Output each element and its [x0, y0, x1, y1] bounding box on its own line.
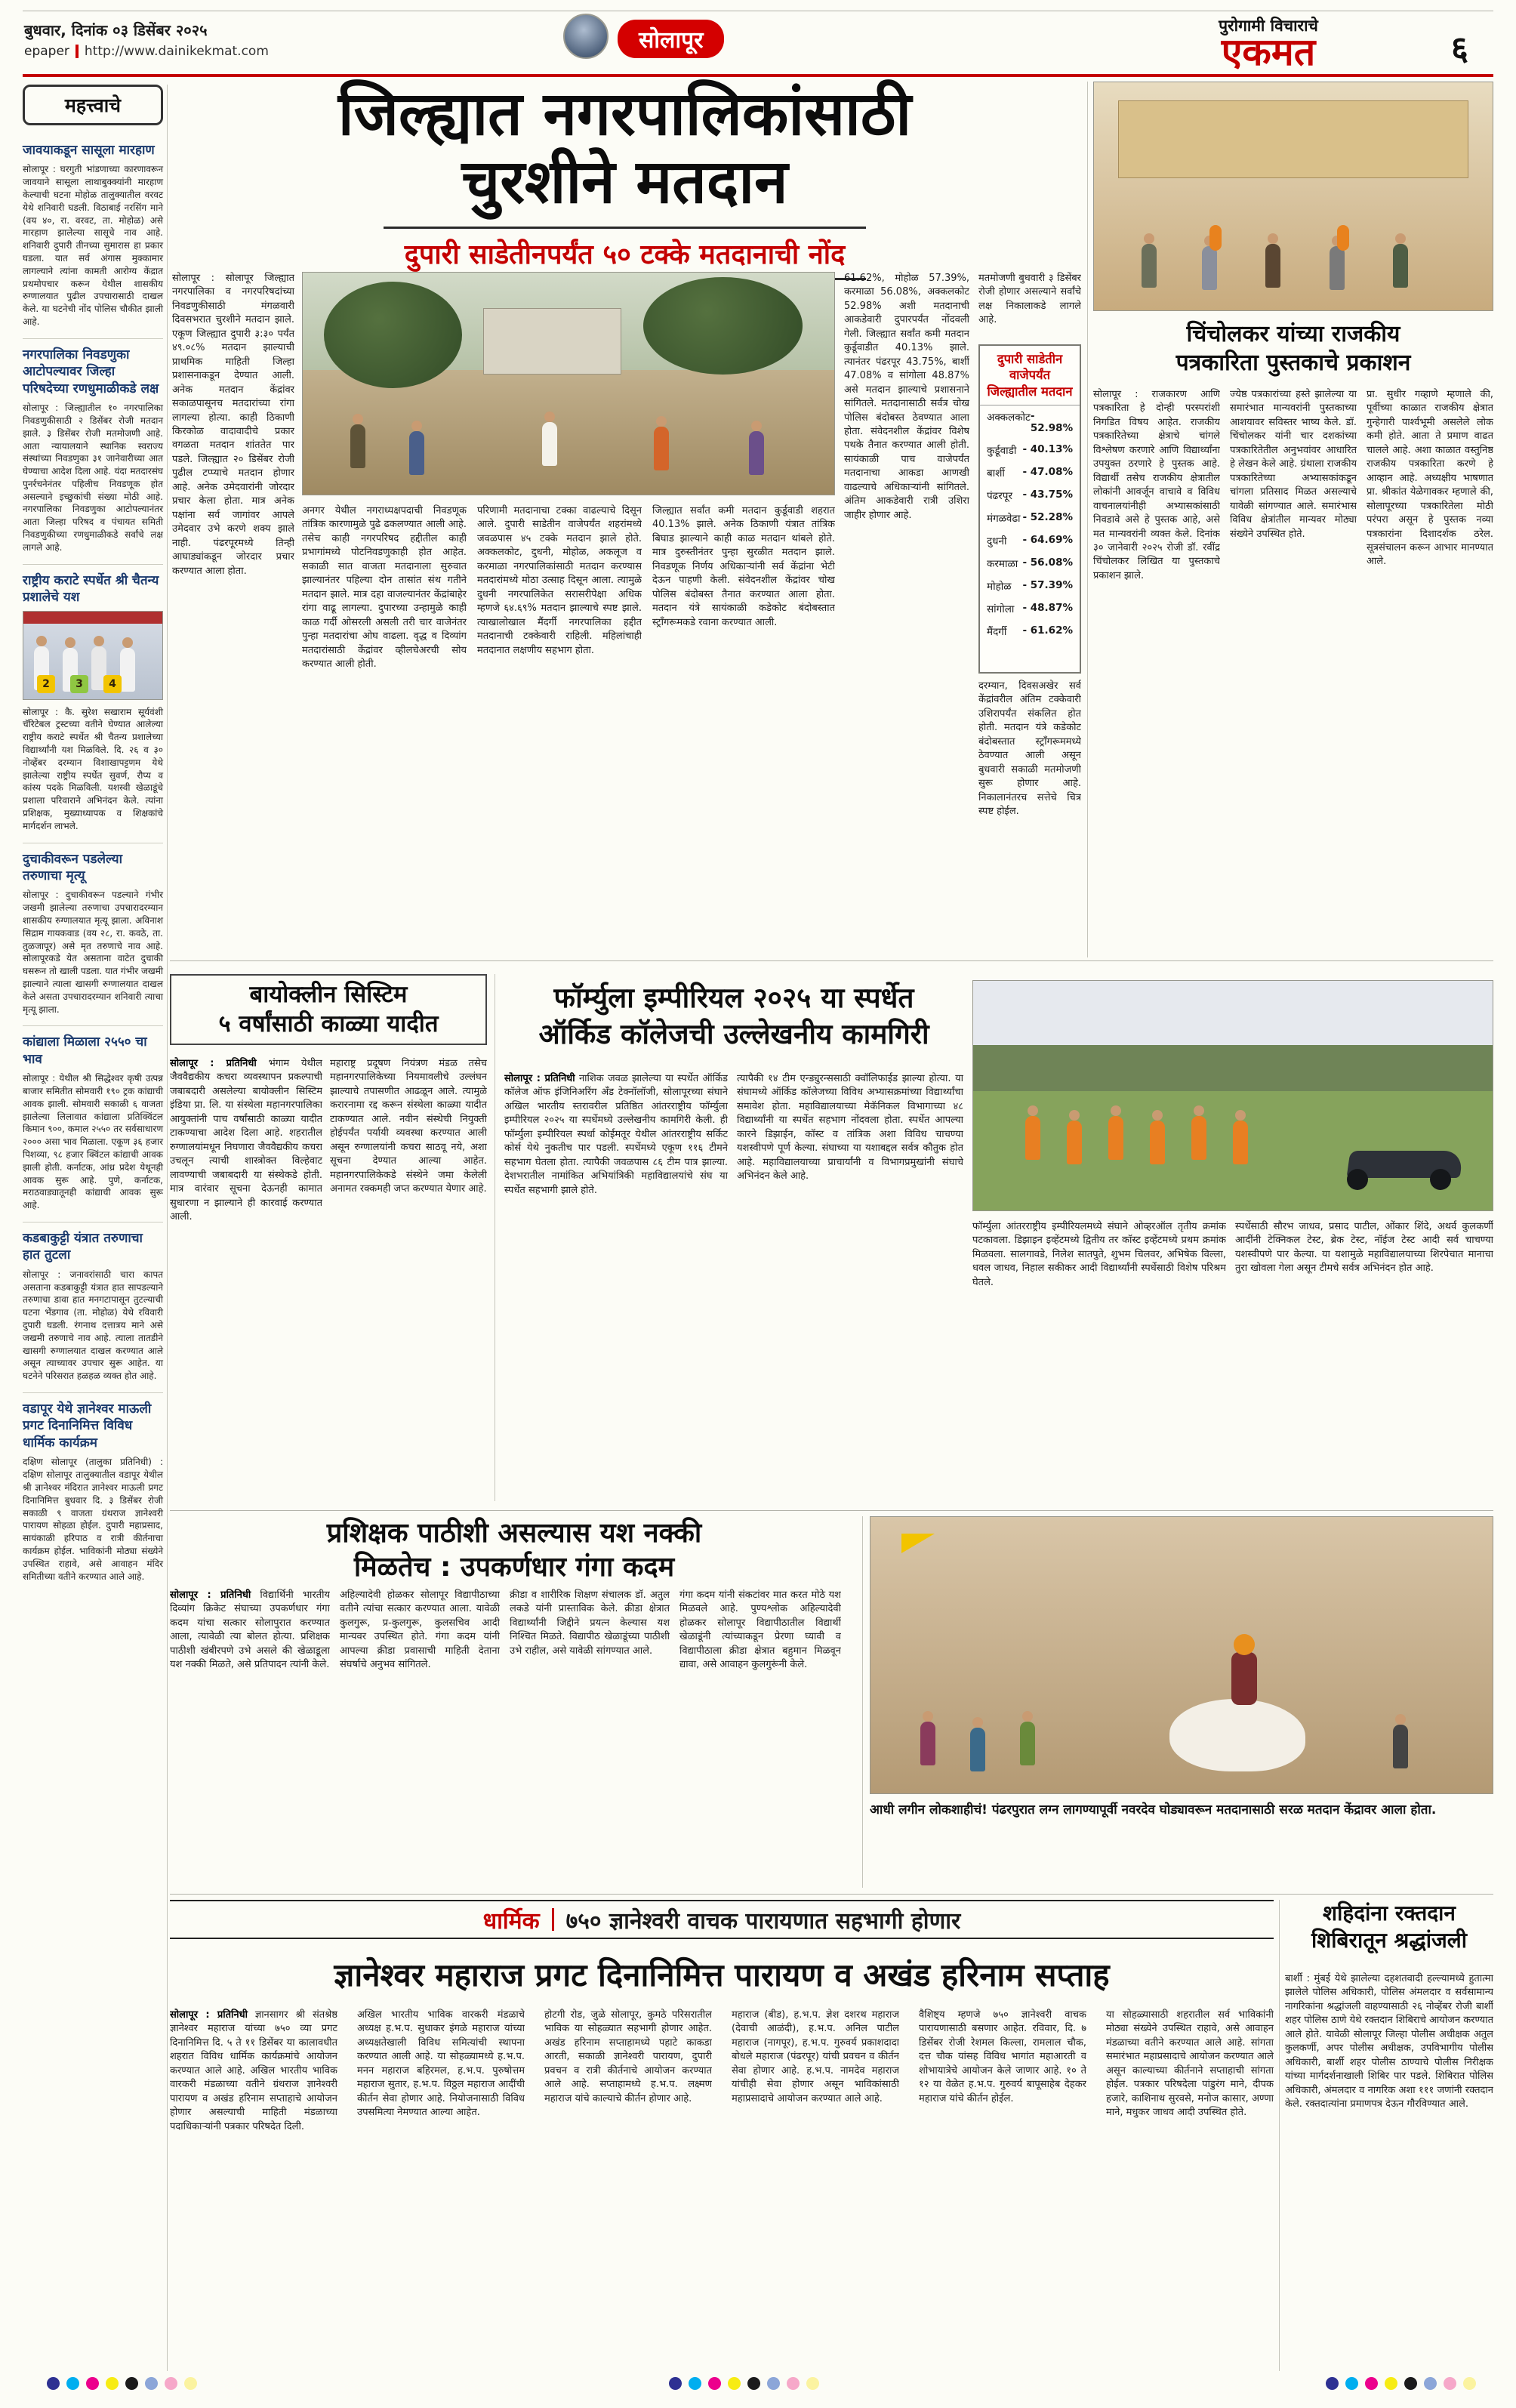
crowd-figure	[970, 1728, 985, 1771]
registration-dot	[728, 2377, 741, 2390]
book-col-3: प्रा. सुधीर गव्हाणे म्हणाले की, पूर्वीच्या काळात राजकीय क्षेत्रात गुन्हेगारी पार्श्वभूमी असलेले लोक कमी होते. आता ते प्रमाण वाढत चालले आहे. अशा काळात वस्तुनिष्ठ राजकीय पत्रकारिता करणे हे आव्हान आहे. अध्यक्षीय भाषणात प्रा. श्रीकांत येळेगावकर म्हणाले की, सोलापूरच्या पत्रकारितेला मोठी परंपरा असून हे पुस्तक नव्या पत्रकारांना दिशादर्शक ठरेल. सूत्रसंचालन करून आभार मानण्यात आले.	[1367, 389, 1493, 568]
registration-dot	[47, 2377, 60, 2390]
lead-col-5: 61.62%, मोहोळ 57.39%, करमाळा 56.08%, अक्कलकोट 52.98% अशी मतदानाची आकडेवारी दुपारपर्यंत नोंदवली गेली. जिल्ह्यात सर्वांत कमी मतदान कुर्डूवाडीत 40.13% झाले. त्यानंतर पंढरपूर 43.75%, बार्शी 47.08% व सांगोला 48.87% असे मतदान झाल्याचे प्रशासनाने सांगितले. मतदानासाठी सर्वत्र चोख पोलिस बंदोबस्त ठेवण्यात आला होता. संवेदनशील केंद्रांवर विशेष पथके तैनात करण्यात आली होती. सायंकाळी पाच वाजेपर्यंत मतदानाचा आकडा आणखी वाढल्याचे अधिकाऱ्यांनी सांगितले. अंतिम आकडेवारी रात्री उशिरा जाहीर होणार आहे.	[844, 273, 969, 521]
stat-value: - 48.87%	[1022, 602, 1073, 615]
lead-headline-line2: चुरशीने मतदान	[461, 146, 788, 217]
team-member-figure	[1233, 1121, 1248, 1164]
dharmik-label: धार्मिक	[482, 1907, 540, 1935]
brief-article	[23, 134, 163, 339]
car-wheel	[1430, 1169, 1451, 1190]
registration-dot	[125, 2377, 138, 2390]
registration-dot	[1326, 2377, 1339, 2390]
formula-headline	[504, 980, 963, 1053]
car-wheel	[1347, 1169, 1368, 1190]
dnyaneshwar-col-3: होटगी रोड, जुळे सोलापूर, कुमठे परिसरातील भाविक या सोहळ्यात सहभागी होणार आहेत. अखंड हरिनाम सप्ताहामध्ये पहाटे काकडा आरती, सकाळी ज्ञानेश्वरी पारायण, दुपारी प्रवचन व रात्री कीर्तनाचे आयोजन करण्यात आले आहे. सप्ताहामध्ये ह.भ.प. लक्ष्मण महाराज यांचे काल्याचे कीर्तन होणार आहे.	[544, 2009, 712, 2104]
photo-treeline	[973, 1045, 1493, 1096]
column-rule	[862, 1516, 863, 1888]
brief-title: नगरपालिका निवडणुका आटोपल्यावर जिल्हा परिषदेच्या रणधुमाळीकडे लक्ष	[23, 347, 159, 396]
medal-number-chip: 3	[70, 675, 88, 693]
stats-title: दुपारी साडेतीन वाजेपर्यंत जिल्ह्यातील मतदान	[980, 346, 1080, 405]
stat-row	[980, 575, 1080, 597]
column-rule	[1087, 82, 1088, 957]
police-figure	[350, 424, 365, 468]
lead-col-4: जिल्ह्यात सर्वांत कमी मतदान कुर्डूवाडी शहरात 40.13% झाले. अनेक ठिकाणी यंत्रात तांत्रिक बिघाड झाल्याने काही काळ मतदान थांबले होते. मात्र दुरुस्तीनंतर पुन्हा सुरळीत मतदान झाले. निवडणूक निर्णय अधिकाऱ्यांनी सर्व केंद्रांना भेटी देऊन पाहणी केली. संवेदनशील केंद्रांवर चोख पोलिस बंदोबस्त तैनात करण्यात आला होता. मतदान यंत्रे सायंकाळी कडेकोट बंदोबस्तात स्ट्राँगरूमकडे रवाना करण्यात आली.	[652, 505, 835, 628]
stat-row	[980, 620, 1080, 643]
bioclean-headline	[170, 974, 487, 1045]
epaper-label: epaper	[24, 44, 69, 59]
lead-headline-line1: जिल्ह्यात नगरपालिकांसाठी	[337, 79, 912, 149]
registration-dot	[165, 2377, 177, 2390]
registration-dot	[1365, 2377, 1378, 2390]
byline: सोलापूर : प्रतिनिधी	[170, 2009, 248, 2021]
registration-dots-right	[1326, 2377, 1476, 2390]
registration-dot	[1463, 2377, 1476, 2390]
brief-body: सोलापूर : घरगुती भांडणाच्या कारणावरून जावयाने सासूला लाथाबुक्क्यांनी मारहाण केल्याची घटना मोहोळ तालुक्यातील वरवट येथे शनिवारी घडली. विठाबाई नरसिंग माने (वय ४०, रा. वरवट, ता. मोहोळ) असे मारहाण झालेल्या सासूचे नाव आहे. शनिवारी दुपारी तीनच्या सुमारास हा प्रकार घडला. यात सर्व अंगास मुक्कामार लागल्याने त्यांना कामती आरोग्य केंद्रात प्रथमोपचार करून येथील शासकीय रुग्णालयात पुढील उपचारासाठी दाखल केले. या घटनेची नोंद पोलिस चौकीत झाली आहे.	[23, 164, 163, 327]
stat-row	[980, 597, 1080, 620]
stat-place: सांगोला	[987, 603, 1015, 616]
formula-col-1	[504, 1072, 728, 1500]
registration-dot	[86, 2377, 99, 2390]
dignitary-figure	[1142, 244, 1157, 288]
voting-stats-box	[978, 344, 1081, 674]
epaper-separator	[75, 45, 79, 58]
stat-place: बार्शी	[987, 467, 1005, 480]
tree-figure	[643, 277, 803, 375]
dnyaneshwar-headline: ज्ञानेश्वर महाराज प्रगट दिनानिमित्त पारायण व अखंड हरिनाम सप्ताह	[334, 1956, 1110, 1993]
registration-dot	[184, 2377, 197, 2390]
coach-col-3: क्रीडा व शारीरिक शिक्षण संचालक डॉ. अतुल लकडे यांनी प्रास्ताविक केले. क्रीडा क्षेत्रात विद्यार्थ्यांनी जिद्दीने प्रयत्न केल्यास यश निश्चित मिळते. विद्यापीठ खेळाडूंच्या पाठीशी उभे राहील, असे यावेळी सांगण्यात आले.	[510, 1589, 670, 1657]
brief-article	[23, 1026, 163, 1222]
registration-dot	[106, 2377, 119, 2390]
voter-figure	[749, 431, 764, 475]
column-rule	[167, 85, 168, 2371]
photo-banner	[23, 612, 162, 624]
bioclean-col-1	[170, 1057, 322, 1500]
dharmik-banner	[170, 1900, 1274, 1939]
brief-title: कडबाकुट्टी यंत्रात तरुणाचा हात तुटला	[23, 1231, 143, 1263]
section-rule	[170, 960, 1493, 961]
registration-dots-center	[669, 2377, 819, 2390]
bioclean-headline-line2: ५ वर्षांसाठी काळ्या यादीत	[218, 1010, 439, 1038]
stage-backdrop	[1118, 100, 1469, 178]
paper-tagline: पुरोगामी विचाराचे	[1219, 17, 1318, 35]
lead-col-3: परिणामी मतदानाचा टक्का वाढल्याचे दिसून आले. दुपारी साडेतीन वाजेपर्यंत शहरांमध्ये जवळपास ४५ टक्के मतदान झाले होते. अक्कलकोट, दुधनी, मोहोळ, अकलूज व करमाळा नगरपालिकांसाठी मतदान करण्यास मतदारांमध्ये मोठा उत्साह दिसून आला. त्यामुळे दुधनी नगरपालिकेत सरासरीपेक्षा अधिक म्हणजे ६४.६९% मतदान झाल्याचे स्पष्ट झाले. त्याखालोखाल मैंदर्गी नगरपालिका हद्दीत मतदानाची टक्केवारी राहिली. महिलांचाही मतदानात लक्षणीय सहभाग होता.	[477, 505, 642, 656]
banner-divider	[552, 1908, 554, 1931]
book-col-1: सोलापूर : राजकारण आणि पत्रकारिता हे दोन्ही परस्परांशी निगडित विषय आहेत. राजकीय पत्रकारितेच्या क्षेत्राचे चांगले विश्लेषण करणारे आणि विद्यार्थ्यांना उपयुक्त ठरणारे हे पुस्तक आहे. विद्यार्थी तसेच राजकीय क्षेत्रातील लोकांनी आवर्जून वाचावे व विविध वाचनालयांनीही अभ्यासकांसाठी निवडावे असे हे पुस्तक आहे, असे मत मान्यवरांनी व्यक्त केले. दिनांक ३० जानेवारी २०२५ रोजी डॉ. रवींद्र चिंचोलकर लिखित या पुस्तकाचे प्रकाशन झाले.	[1093, 389, 1220, 581]
book-headline-line2: पत्रकारिता पुस्तकाचे प्रकाशन	[1176, 350, 1411, 377]
stat-value: - 52.28%	[1022, 511, 1073, 524]
brief-title: जावयाकडून सासूला मारहाण	[23, 143, 155, 158]
coach-col-4: गंगा कदम यांनी संकटांवर मात करत मोठे यश मिळवले आहे. पुण्यश्लोक अहिल्यादेवी होळकर सोलापूर विद्यापीठातील विद्यार्थी खेळाडूंनी त्यांच्याकडून प्रेरणा घ्यावी व विद्यापीठाला क्रीडा क्षेत्रात बहुमान मिळवून द्यावा, असे आवाहन कुलगुरूंनी केले.	[679, 1589, 841, 1671]
groom-turban	[1234, 1634, 1255, 1655]
dnyaneshwar-col-5: वैशिष्ट्य म्हणजे ७५० ज्ञानेश्वरी वाचक पारायणासाठी बसणार आहेत. रविवार, दि. ७ डिसेंबर रोजी रेशमल किल्ला, रामलाल चौक, दत्त चौक यांसह विविध भागांत महाआरती व शोभायात्रेचे आयोजन केले जाणार आहे. १० ते १२ या वेळेत ह.भ.प. गुरुवर्य बापूसाहेब देहकर महाराज यांचे कीर्तन होईल.	[919, 2009, 1086, 2104]
stat-value: - 47.08%	[1022, 466, 1073, 479]
city-logo-icon	[563, 14, 609, 59]
brief-body: सोलापूर : जनावरांसाठी चारा कापत असताना कडबाकुट्टी यंत्रात हात सापडल्याने तरुणाचा डावा हात मनगटापासून तुटल्याची घटना भेंडगाव (ता. मोहोळ) येथे रविवारी दुपारी घडली. रंगनाथ दत्तात्रय माने असे जखमी तरुणाचे नाव आहे. त्याला तातडीने खासगी रुग्णालयात दाखल करण्यात आले असून त्याच्यावर उपचार सुरू आहेत. या घटनेने परिसरात हळहळ व्यक्त होत आहे.	[23, 1269, 163, 1382]
lead-col-2: अनगर येथील नगराध्यक्षपदाची निवडणूक तांत्रिक कारणामुळे पुढे ढकलण्यात आली आहे. तसेच काही नगरपरिषद हद्दीतील काही प्रभागांमध्ये पोटनिवडणुकाही होत आहेत. सकाळी सात वाजता मतदानाला सुरुवात झाल्यानंतर पहिल्या दोन तासांत संथ गतीने मतदान झाले. मात्र दहा वाजल्यानंतर केंद्रांबाहेर रांगा वाढू लागल्या. दुपारच्या उन्हामुळे काही काळ गर्दी ओसरली असली तरी चार वाजेनंतर पुन्हा मतदारांचा ओघ वाढला. वृद्ध व दिव्यांग मतदारांसाठी केंद्रांवर व्हीलचेअरची सोय करण्यात आली होती.	[302, 505, 467, 670]
polling-booth-building	[483, 308, 621, 375]
brief-body: सोलापूर : दुचाकीवरून पडल्याने गंभीर जखमी झालेल्या तरुणाचा उपचारादरम्यान शासकीय रुग्णालयात मृत्यू झाला. अविनाश सिद्राम गायकवाड (वय २८, रा. कवठे, ता. तुळजापूर) असे मृत तरुणाचे नाव आहे. सोलापूरकडे येत असताना वाटेत दुचाकी घसरून तो खाली पडला. यात गंभीर जखमी झाल्याने त्याला खासगी रुग्णालयात दाखल केले असता उपचारादरम्यान शनिवारी त्याचा मृत्यू झाला.	[23, 890, 163, 1015]
stat-place: मोहोळ	[987, 581, 1012, 594]
book-story-headline	[1093, 320, 1493, 378]
brief-article	[23, 843, 163, 1027]
medal-number-chip: 4	[103, 675, 122, 693]
book-headline-line1: चिंचोलकर यांच्या राजकीय	[1186, 321, 1400, 347]
polling-photo	[302, 272, 835, 495]
brief-body: दक्षिण सोलापूर (तालुका प्रतिनिधी) : दक्षिण सोलापूर तालुक्यातील वडापूर येथील श्री ज्ञानेश्वर मंदिरात ज्ञानेश्वर माऊली प्रगट दिनानिमित्त बुधवार दि. ३ डिसेंबर रोजी सकाळी ९ वाजता ग्रंथराज ज्ञानेश्वरी पारायण सोहळा होईल. दुपारी महाप्रसाद, सायंकाळी हरिपाठ व रात्री कीर्तनाचा कार्यक्रम होईल. भाविकांनी मोठ्या संख्येने उपस्थित राहावे, असे आवाहन मंदिर समितीच्या वतीने करण्यात आले आहे.	[23, 1457, 163, 1582]
stat-place: कुर्डूवाडी	[987, 445, 1017, 458]
epaper-line	[24, 44, 269, 59]
stat-value: - 64.69%	[1022, 534, 1073, 547]
horse-figure	[1169, 1699, 1305, 1771]
byline: सोलापूर : प्रतिनिधी	[170, 1058, 257, 1069]
stat-place: मंगळवेढा	[987, 513, 1021, 526]
brief-title: वडापूर येथे ज्ञानेश्वर माऊली प्रगट दिनानिमित्त विविध धार्मिक कार्यक्रम	[23, 1401, 152, 1451]
registration-dot	[669, 2377, 682, 2390]
byline: सोलापूर : प्रतिनिधी	[504, 1073, 575, 1084]
tree-figure	[324, 282, 462, 388]
formula-headline-line1: फॉर्म्युला इम्पीरियल २०२५ या स्पर्धेत	[553, 982, 914, 1014]
dignitary-figure	[1330, 246, 1345, 290]
book-col-2: ज्येष्ठ पत्रकारांच्या हस्ते झालेल्या या समारंभात मान्यवरांनी पुस्तकाच्या आशयावर सविस्तर भाष्य केले. डॉ. चिंचोलकर यांनी चार दशकांच्या पत्रकारितेतील अनुभवांवर आधारित हे लेखन केले आहे. ग्रंथाला राजकीय पत्रकारितेच्या अभ्यासकांकडून चांगला प्रतिसाद मिळत असल्याचे यावेळी सांगण्यात आले. समारंभास विविध क्षेत्रांतील मान्यवर मोठ्या संख्येने उपस्थित होते.	[1230, 389, 1357, 540]
stat-place: मैंदर्गी	[987, 626, 1007, 639]
lead-col-1: सोलापूर : सोलापूर जिल्ह्यात नगरपालिका व नगरपरिषदांच्या निवडणुकीसाठी मंगळवारी दिवसभरात चुरशीने मतदान झाले. एकूण जिल्ह्यात दुपारी ३:३० पर्यंत ४९.०८% मतदान झाल्याची प्राथमिक माहिती जिल्हा प्रशासनाकडून देण्यात आली. अनेक मतदान केंद्रांवर सकाळपासूनच मतदारांच्या रांगा लागल्या होत्या. काही ठिकाणी किरकोळ वादावादीचे प्रकार वगळता मतदान शांततेत पार पडले. जिल्ह्यात २० डिसेंबर रोजी पुढील टप्प्याचे मतदान होणार आहे. अनेक उमेदवारांनी जोरदार प्रचार केला होता. मात्र अनेक पक्षांना सर्व जागांवर आपले उमेदवार उभे करणे शक्य झाले नाही. पंढरपूरमध्ये तिन्ही आघाड्यांकडून जोरदार प्रचार करण्यात आला होता.	[172, 273, 294, 577]
stat-value: - 40.13%	[1022, 443, 1073, 456]
stat-row	[980, 461, 1080, 484]
brief-title: दुचाकीवरून पडलेल्या तरुणाचा मृत्यू	[23, 851, 123, 883]
team-member-figure	[1108, 1116, 1123, 1160]
wedding-voting-photo	[870, 1516, 1493, 1794]
lead-col-6-top: मतमोजणी बुधवारी ३ डिसेंबर रोजी होणार असल्याने सर्वांचे लक्ष निकालाकडे लागले आहे.	[978, 273, 1081, 326]
coach-col-1	[170, 1589, 330, 1889]
dnyaneshwar-col-6: या सोहळ्यासाठी शहरातील सर्व भाविकांनी मोठ्या संख्येने उपस्थित राहावे, असे आवाहन मंडळाच्या वतीने करण्यात आले आहे. सांगता समारंभात महाप्रसादाचे आयोजन करण्यात आले असून काल्याच्या कीर्तनाने सप्ताहाची सांगता होईल. पत्रकार परिषदेला पांडुरंग माने, दीपक हजारे, काशिनाथ सुरवसे, मनोज कासार, अण्णा माने, मधुकर जाधव आदी उपस्थित होते.	[1106, 2009, 1274, 2119]
stat-value: - 43.75%	[1022, 489, 1073, 501]
brief-title: कांद्याला मिळाला २५५० चा भाव	[23, 1034, 147, 1067]
registration-dot	[689, 2377, 701, 2390]
coach-col-1-text: विद्यार्थिनी भारतीय दिव्यांग क्रिकेट संघाच्या उपकर्णधार गंगा कदम यांचा सत्कार सोलापुरात करण्यात आला, त्यावेळी त्या बोलत होत्या. प्रशिक्षक पाठीशी खंबीरपणे उभे असले की खेळाडूला यश नक्की मिळते, असे प्रतिपादन त्यांनी केले.	[170, 1589, 330, 1671]
brief-body: सोलापूर : येथील श्री सिद्धेश्वर कृषी उत्पन्न बाजार समितीत सोमवारी १९० ट्रक कांद्याची आवक झाली. सोमवारी सकाळी ६ वाजता झालेल्या लिलावात कांद्याला प्रतिक्विंटल किमान ९००, कमाल २५५० तर सर्वसाधारण २००० असा भाव मिळाला. एकूण ३६ हजार पिशव्या, ९८ हजार क्विंटल कांद्याची आवक झाली होती. कर्नाटक, आंध्र प्रदेश येथूनही आवक सुरू आहे. पुणे, कर्नाटक, मराठवाड्यातूनही कांद्याची आवक सुरू आहे.	[23, 1073, 163, 1211]
brief-article	[23, 565, 163, 843]
bioclean-headline-line1: बायोक्लीन सिस्टिम	[249, 981, 408, 1009]
voter-figure	[409, 431, 424, 475]
formula-col-1-text: नाशिक जवळ झालेल्या या स्पर्धेत ऑर्किड कॉलेज ऑफ इंजिनिअरिंग अँड टेक्नॉलॉजी, सोलापूरच्या संघाने अखिल भारतीय स्तरावरील प्रतिष्ठित आंतरराष्ट्रीय फॉर्म्युला इम्पीरियल २०२५ या स्पर्धेमध्ये उल्लेखनीय कामगिरी केली. ही फॉर्म्युला इम्पीरियल स्पर्धा कोईमतूर येथील आंतरराष्ट्रीय सर्किट कोर्स येथे नुकतीच पार पडली. स्पर्धेमध्ये एकूण ११६ टीमने सहभाग घेतला होता. त्यापैकी जवळपास ८६ टीम पात्र झाल्या. देशभरातील नामांकित अभियांत्रिकी महाविद्यालयांचे संघ या स्पर्धेत सहभागी झाले होते.	[504, 1073, 728, 1196]
formula-team-photo	[972, 980, 1493, 1211]
registration-dot	[66, 2377, 79, 2390]
registration-dot	[1385, 2377, 1397, 2390]
dignitary-figure	[1265, 244, 1280, 288]
dnyaneshwar-col-2: अखिल भारतीय भाविक वारकरी मंडळाचे अध्यक्ष ह.भ.प. सुधाकर इंगळे महाराज यांच्या अध्यक्षतेखाली विविध समित्यांची स्थापना करण्यात आली आहे. या सोहळ्यामध्ये ह.भ.प. मनन महाराज बहिरमल, ह.भ.प. पुरुषोत्तम महाराज सुतार, ह.भ.प. विठ्ठल महाराज आदींची कीर्तन सेवा होणार आहे. नियोजनासाठी विविध उपसमित्या नेमण्यात आल्या आहेत.	[357, 2009, 525, 2119]
registration-dot	[806, 2377, 819, 2390]
dignitary-figure	[1202, 246, 1217, 290]
registration-dot	[787, 2377, 800, 2390]
stat-place: अक्कलकोट	[987, 412, 1031, 424]
flag-figure	[901, 1534, 935, 1553]
blood-body: बार्शी : मुंबई येथे झालेल्या दहशतवादी हल्ल्यामध्ये हुतात्मा झालेले पोलिस अधिकारी, पोलिस अंमलदार व सर्वसामान्य नागरिकांना श्रद्धांजली वाहण्यासाठी २६ नोव्हेंबर रोजी बार्शी शहर पोलिस ठाणे येथे रक्तदान शिबिराचे आयोजन करण्यात आले होते. यावेळी सोलापूर जिल्हा पोलीस अधीक्षक अतुल कुलकर्णी, अपर पोलीस अधीक्षक, उपविभागीय पोलीस अधिकारी, बार्शी शहर पोलीस ठाण्याचे पोलीस निरीक्षक यांच्या मार्गदर्शनाखाली शिबिर पार पडले. शिबिरात पोलिस अधिकारी, अंमलदार व नागरिक अशा १११ जणांनी रक्तदान केले. रक्तदात्यांना प्रमाणपत्र देऊन गौरविण्यात आले.	[1285, 1973, 1493, 2110]
photo-sky	[973, 981, 1493, 1050]
team-member-figure	[1025, 1116, 1040, 1160]
stat-row	[980, 484, 1080, 507]
garland-figure	[1337, 225, 1349, 251]
crowd-figure	[1020, 1722, 1035, 1765]
page-number: ६	[1451, 29, 1468, 68]
dnyaneshwar-col-4: महाराज (बीड), ह.भ.प. ज्ञेश दशरथ महाराज (देवाची आळंदी), ह.भ.प. अनिल पाटील महाराज (नागपूर), ह.भ.प. गुरुवर्य प्रकाशदादा बोधले महाराज (पंढरपूर) यांची प्रवचन व कीर्तन सेवा होणार आहे. ह.भ.प. नामदेव महाराज यांचीही सेवा होणार असून भाविकांसाठी महाप्रसादाचे आयोजन करण्यात आले आहे.	[732, 2009, 899, 2104]
stat-row	[980, 507, 1080, 529]
wedding-photo-caption: आधी लगीन लोकशाहीचं! पंढरपुरात लग्न लागण्यापूर्वी नवरदेव घोड्यावरून मतदानासाठी सरळ मतदान केंद्रावर आला होता.	[870, 1802, 1437, 1818]
dnyaneshwar-col-1-text: ज्ञानसागर श्री संतश्रेष्ठ ज्ञानेश्वर महाराज यांच्या ७५० व्या प्रगट दिनानिमित्त द‍ि. ५ ते ११ डिसेंबर या कालावधीत शहरात विविध धार्मिक कार्यक्रमांचे आयोजन करण्यात आले आहे. अखिल भारतीय भाविक वारकरी मंडळाच्या वतीने ग्रंथराज ज्ञानेश्वरी पारायण व अखंड हरिनाम सप्ताहाचे आयोजन होणार असल्याची माहिती मंडळाच्या पदाधिकाऱ्यांनी पत्रकार परिषदेत दिली.	[170, 2009, 337, 2132]
blood-headline	[1285, 1900, 1493, 1955]
masthead-rule	[23, 74, 1493, 77]
stat-value: - 57.39%	[1022, 579, 1073, 592]
stat-row	[980, 529, 1080, 552]
registration-dot	[767, 2377, 780, 2390]
date-line: बुधवार, दिनांक ०३ डिसेंबर २०२५	[24, 21, 208, 39]
team-member-figure	[1067, 1121, 1082, 1164]
stat-value: - 52.98%	[1030, 410, 1074, 435]
registration-dot	[747, 2377, 760, 2390]
crowd-figure	[1393, 1725, 1408, 1768]
stat-row	[980, 405, 1080, 439]
city-badge: सोलापूर	[618, 20, 724, 58]
brief-body: सोलापूर : जिल्ह्यातील १० नगरपालिका निवडणुकीसाठी २ डिसेंबर रोजी मतदान झाले. ३ डिसेंबर रोजी मतमोजणी आहे. आता न्यायालयाने स्थानिक स्वराज्य संस्थांच्या निवडणुका ३१ जानेवारीच्या आत घेण्याचा आदेश दिला आहे. यंदा मतदारसंघ पुनर्रचनेनंतर पहिलीच निवडणूक होत असल्याने इच्छुकांची संख्या मोठी आहे. नगरपालिका निवडणुका आटोपल्यानंतर आता जिल्हा परिषद व पंचायत समिती निवडणुकीच्या रणधुमाळीकडे सर्वांचे लक्ष लागले आहे.	[23, 402, 163, 553]
bioclean-col-2: महाराष्ट्र प्रदूषण नियंत्रण मंडळ तसेच महानगरपालिकेच्या नियमावलीचे उल्लंघन झाल्याचे तपासणीत आढळून आले. त्यामुळे करारनामा रद्द करून संस्थेला काळ्या यादीत टाकण्यात आले. नवीन संस्थेची नियुक्ती होईपर्यंत पर्यायी व्यवस्था करण्यात आली असून रुग्णालयांनी कचरा साठवू नये, अशा सूचना देण्यात आल्या आहेत. महानगरपालिकेकडे संस्थेने जमा केलेली अनामत रक्कमही जप्त करण्यात येणार आहे.	[330, 1058, 487, 1195]
section-rule	[170, 1510, 1493, 1511]
photo-figure	[120, 648, 135, 692]
groom-figure	[1231, 1652, 1257, 1705]
voter-figure	[654, 427, 669, 470]
coach-headline	[170, 1516, 858, 1584]
coach-headline-line1: प्रशिक्षक पाठीशी असल्यास यश नक्की	[326, 1518, 702, 1549]
crowd-figure	[920, 1722, 935, 1765]
karate-team-photo	[23, 611, 163, 700]
formula-col-3: फॉर्म्युला आंतरराष्ट्रीय इम्पीरियलमध्ये संघाने ओव्हरऑल तृतीय क्रमांक पटकावला. डिझाइन इव्हेंटमध्ये द्वितीय तर कॉस्ट इव्हेंटमध्ये प्रथम क्रमांक मिळवला. सालगावडे, निलेश सातपुते, शुभम चिलवर, अभिषेक विल्ला, धवल जाधव, निहाल सकीकर आदी विद्यार्थ्यांनी स्पर्धेसाठी विशेष परिश्रम घेतले.	[972, 1221, 1226, 1288]
registration-dot	[708, 2377, 721, 2390]
team-member-figure	[1150, 1121, 1165, 1164]
registration-dots-left	[47, 2377, 197, 2390]
voter-figure	[542, 422, 557, 466]
stat-value: - 56.08%	[1022, 557, 1073, 569]
blood-headline-line1: शहिदांना रक्तदान	[1323, 1901, 1456, 1925]
blood-headline-line2: शिबिरातून श्रद्धांजली	[1311, 1928, 1467, 1953]
stat-row	[980, 439, 1080, 461]
site-url-link[interactable]: http://www.dainikekmat.com	[84, 44, 269, 59]
stat-place: करमाळा	[987, 558, 1018, 571]
registration-dot	[1424, 2377, 1437, 2390]
column-rule	[1279, 1900, 1280, 2371]
brief-article	[23, 1222, 163, 1393]
garland-figure	[1209, 225, 1222, 251]
dnyaneshwar-col-1	[170, 2009, 337, 2371]
formula-col-2: त्यापैकी १४ टीम एन्ड्युरन्ससाठी क्वॉलिफाईड झाल्या होत्या. या संघामध्ये ऑर्किड कॉलेजच्या विविध अभ्यासक्रमांच्या विद्यार्थ्यांचा समावेश होता. महाविद्यालयाच्या मेकॅनिकल विभागाच्या ४८ विद्यार्थ्यांनी या स्पर्धेत सहभाग नोंदवला होता. स्पर्धेत आपल्या कारने डिझाईन, कॉस्ट व तांत्रिक अशा विविध चाचण्या यशस्वीपणे पूर्ण केल्या. संघाच्या या यशाबद्दल सर्वत्र कौतुक होत आहे. महाविद्यालयाच्या प्राचार्यांनी व विभागप्रमुखांनी संघाचे अभिनंदन केले आहे.	[737, 1073, 963, 1182]
brief-article	[23, 339, 163, 565]
formula-headline-line2: ऑर्किड कॉलेजची उल्लेखनीय कामगिरी	[538, 1018, 929, 1051]
stat-row	[980, 552, 1080, 575]
lead-subhead: दुपारी साडेतीनपर्यंत ५० टक्के मतदानाची नोंद	[384, 227, 866, 280]
bioclean-col-1-text: भंगाम येथील जैववैद्यकीय कचरा व्यवस्थापन प्रकल्पाची जबाबदारी असलेल्या बायोक्लीन सिस्टिम इंडिया प्रा. लि. या संस्थेला महानगरपालिका आयुक्तांनी पाच वर्षांसाठी काळ्या यादीत टाकण्याचा आदेश दिला आहे. शहरातील रुग्णालयांमधून निघणारा जैववैद्यकीय कचरा उचलून त्याची शास्त्रोक्त विल्हेवाट लावण्याची जबाबदारी या संस्थेकडे होती. मात्र वारंवार सूचना देऊनही कामात सुधारणा न झाल्याने ही कारवाई करण्यात आली.	[170, 1058, 322, 1222]
brief-title: राष्ट्रीय कराटे स्पर्धेत श्री चैतन्य प्रशालेचे यश	[23, 572, 159, 606]
team-member-figure	[1191, 1116, 1206, 1160]
coach-col-2: अहिल्यादेवी होळकर सोलापूर विद्यापीठाच्या वतीने त्यांचा सत्कार करण्यात आला. यावेळी कुलगुरू, प्र-कुलगुरू, कुलसचिव आदी मान्यवर उपस्थित होते. गंगा कदम यांनी आपल्या क्रीडा प्रवासाची माहिती देताना संघर्षाचे अनुभव सांगितले.	[340, 1589, 500, 1671]
registration-dot	[145, 2377, 158, 2390]
registration-dot	[1444, 2377, 1456, 2390]
dharmik-text: ७५० ज्ञानेश्वरी वाचक पारायणात सहभागी होणार	[565, 1907, 961, 1935]
section-header-important: महत्त्वाचे	[23, 85, 163, 125]
stat-place: पंढरपूर	[987, 490, 1012, 503]
stat-value: - 61.62%	[1022, 624, 1073, 637]
coach-headline-line2: मिळतेच : उपकर्णधार गंगा कदम	[353, 1552, 675, 1583]
medal-number-chip: 2	[37, 675, 55, 693]
formula-col-4: स्पर्धेसाठी सौरभ जाधव, प्रसाद पाटील, ओंकार शिंदे, अथर्व कुलकर्णी आदींनी टेक्निकल टेस्ट, ब्रेक टेस्ट, नॉईज टेस्ट आदी सर्व चाचण्या यशस्वीपणे पार केल्या. या यशामुळे महाविद्यालयाच्या शिरपेचात मानाचा तुरा खोवला गेला असून टीमचे सर्वत्र अभिनंदन होत आहे.	[1235, 1221, 1493, 1275]
lead-headline	[170, 80, 1080, 215]
registration-dot	[1404, 2377, 1417, 2390]
brief-body: सोलापूर : कै. सुरेश सखाराम सूर्यवंशी चॅरिटेबल ट्रस्टच्या वतीने घेण्यात आलेल्या राष्ट्रीय कराटे स्पर्धेत श्री चैतन्य प्रशालेच्या विद्यार्थ्यांनी यश मिळविले. दि. २६ व ३० नोव्हेंबर दरम्यान विशाखापट्टणम येथे झालेल्या राष्ट्रीय स्पर्धेत सुवर्ण, रौप्य व कांस्य पदके मिळविली. यशस्वी खेळाडूंचे प्रशाला परिवाराने अभिनंदन केले. त्यांना प्रशिक्षक, मुख्याध्यापक व शिक्षकांचे मार्गदर्शन लाभले.	[23, 706, 163, 831]
section-rule	[170, 1894, 1493, 1895]
dignitary-figure	[1393, 244, 1408, 288]
byline: सोलापूर : प्रतिनिधी	[170, 1589, 251, 1601]
left-briefs-column	[23, 85, 163, 1592]
book-release-photo	[1093, 82, 1493, 311]
brief-article	[23, 1393, 163, 1592]
paper-name: एकमत	[1221, 30, 1316, 74]
lead-col-6-bottom: दरम्यान, दिवसअखेर सर्व केंद्रांवरील अंतिम टक्केवारी उशिरापर्यंत संकलित होत होती. मतदान यंत्रे कडेकोट बंदोबस्तात स्ट्राँगरूममध्ये ठेवण्यात आली असून बुधवारी सकाळी मतमोजणी सुरू होणार आहे. निकालानंतरच सत्तेचे चित्र स्पष्ट होईल.	[978, 680, 1081, 818]
stat-place: दुधनी	[987, 535, 1007, 548]
registration-dot	[1345, 2377, 1358, 2390]
